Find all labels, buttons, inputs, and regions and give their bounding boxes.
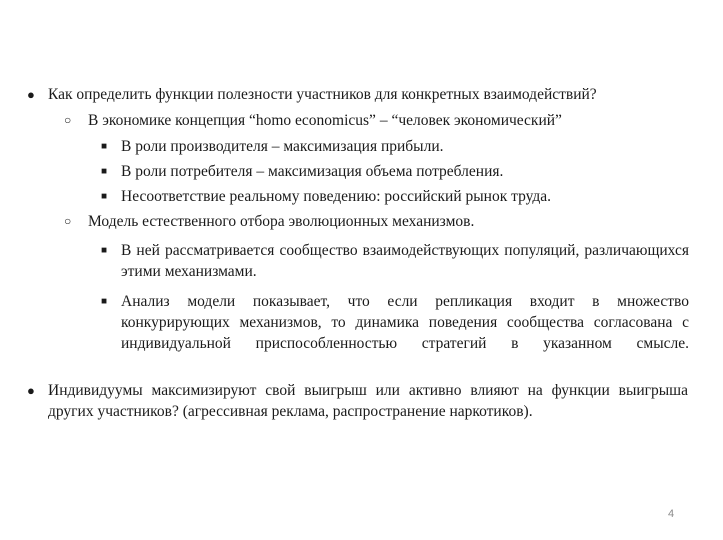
question-1: Как определить функции полезности участников для конкретных взаимодействий? xyxy=(48,86,597,103)
page-number: 4 xyxy=(668,508,675,520)
bullet-level3-icon: ■ xyxy=(101,296,108,307)
bullet-level3-icon: ■ xyxy=(101,141,108,152)
consumer-point: В роли потребителя – максимизация объема потребления. xyxy=(121,163,504,180)
homo-economicus-point: В экономике концепция “homo economicus” – “человек экономический” xyxy=(88,112,562,129)
replication-point: Анализ модели показывает, что если репликация входит в множество конкурирующих механизмов, то динамика поведения сообщества согласована с индивидуальной приспособленностью стратегий в указанном смысле. xyxy=(121,293,689,352)
bullet-level2-icon: ○ xyxy=(64,214,72,228)
producer-point: В роли производителя – максимизация прибыли. xyxy=(121,138,444,155)
natural-selection-point: Модель естественного отбора эволюционных механизмов. xyxy=(88,213,475,230)
bullet-level3-icon: ■ xyxy=(101,191,108,202)
bullet-level2-icon: ○ xyxy=(64,113,72,127)
bullet-level3-icon: ■ xyxy=(101,245,108,256)
populations-point: В ней рассматривается сообщество взаимодействующих популяций, различающихся этими механизмами. xyxy=(121,242,689,280)
bullet-level3-icon: ■ xyxy=(101,166,108,177)
labor-market-point: Несоответствие реальному поведению: российский рынок труда. xyxy=(121,188,552,205)
question-2: Индивидуумы максимизируют свой выигрыш или активно влияют на функции выигрыша других участников? (агрессивная реклама, распространение наркотиков). xyxy=(48,382,688,420)
bullet-level1-icon: ● xyxy=(27,87,35,102)
bullet-level1-icon: ● xyxy=(27,383,35,398)
